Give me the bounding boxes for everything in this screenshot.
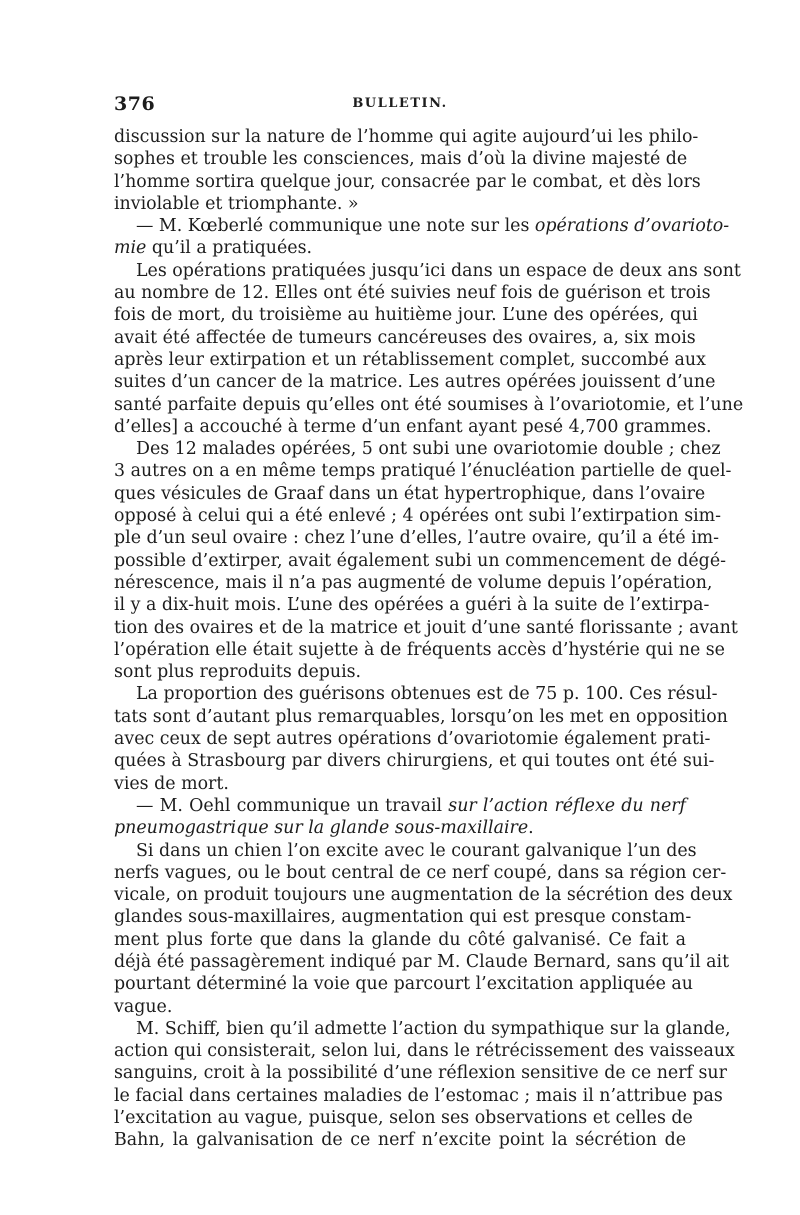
- text-run: possible d’extirper, avait également subi un commencement de dégé-: [114, 550, 726, 571]
- text-run: ple d’un seul ovaire : chez l’une d’elles, l’autre ovaire, qu’il a été im-: [114, 528, 720, 549]
- text-line: [114, 460, 732, 482]
- text-line: [114, 1107, 693, 1129]
- text-run: au nombre de 12. Elles ont été suivies neuf fois de guérison et trois: [114, 283, 711, 304]
- text-line: [114, 706, 728, 728]
- italic-text: mie: [114, 238, 147, 259]
- text-run: l’opération elle était sujette à de fréquents accès d’hystérie qui ne se: [114, 639, 725, 660]
- text-line: [114, 215, 730, 237]
- text-run: Bahn, la galvanisation de ce nerf n’excite point la sécrétion de: [114, 1130, 686, 1151]
- text-run: nérescence, mais il n’a pas augmenté de volume depuis l’opération,: [114, 572, 713, 593]
- text-run: — M. Oehl communique un travail: [136, 795, 449, 816]
- text-line: [114, 416, 712, 438]
- text-run: sanguins, croit à la possibilité d’une réflexion sensitive de ce nerf sur: [114, 1063, 727, 1084]
- text-line: [114, 483, 706, 505]
- text-run: après leur extirpation et un rétablissement complet, succombé aux: [114, 349, 706, 370]
- text-line: [114, 683, 718, 705]
- italic-text: sur l’action réflexe du nerf: [448, 795, 686, 816]
- text-run: le facial dans certaines maladies de l’estomac ; mais il n’attribue pas: [114, 1085, 723, 1106]
- text-run: Des 12 malades opérées, 5 ont subi une ovariotomie double ; chez: [136, 439, 721, 460]
- text-line: [114, 996, 686, 1018]
- italic-text: pneumogastrique sur la glande sous-maxillaire: [114, 818, 529, 839]
- text-run: tion des ovaires et de la matrice et jouit d’une santé florissante ; avant: [114, 617, 738, 638]
- text-line: [114, 862, 727, 884]
- text-run: d’elles] a accouché à terme d’un enfant ayant pesé 4,700 grammes.: [114, 416, 712, 437]
- text-line: [114, 327, 696, 349]
- body-text: [114, 126, 744, 1152]
- text-line: [114, 661, 686, 683]
- text-line: [114, 148, 686, 170]
- text-line: [114, 840, 697, 862]
- text-run: glandes sous-maxillaires, augmentation qui est presque constam-: [114, 907, 692, 928]
- text-line: [114, 817, 686, 839]
- text-line: [114, 282, 711, 304]
- text-line: [114, 171, 701, 193]
- text-line: [114, 906, 692, 928]
- text-line: [114, 884, 733, 906]
- text-line: [114, 1085, 723, 1107]
- text-run: discussion sur la nature de l’homme qui agite aujourd’ui les philo-: [114, 127, 699, 147]
- text-line: [114, 594, 710, 616]
- text-line: [114, 572, 713, 594]
- text-run: vies de mort.: [114, 773, 229, 794]
- text-run: Les opérations pratiquées jusqu’ici dans un espace de deux ans sont: [136, 260, 741, 281]
- text-line: [114, 349, 706, 371]
- text-run: nerfs vagues, ou le bout central de ce nerf coupé, dans sa région cer-: [114, 862, 727, 883]
- text-run: pourtant déterminé la voie que parcourt l’excitation appliquée au: [114, 974, 693, 995]
- text-run: santé parfaite depuis qu’elles ont été soumises à l’ovariotomie, et l’une: [114, 394, 744, 415]
- text-run: l’excitation au vague, puisque, selon ses observations et celles de: [114, 1108, 693, 1129]
- text-line: [114, 639, 725, 661]
- text-run: il y a dix-huit mois. L’une des opérées a guéri à la suite de l’extirpa-: [114, 595, 710, 616]
- text-line: [114, 371, 716, 393]
- text-line: [114, 505, 722, 527]
- text-line: [114, 1062, 727, 1084]
- text-run: tats sont d’autant plus remarquables, lorsqu’on les met en opposition: [114, 706, 728, 727]
- text-run: .: [528, 818, 534, 839]
- text-line: [114, 1040, 735, 1062]
- text-run: déjà été passagèrement indiqué par M. Claude Bernard, sans qu’il ait: [114, 951, 730, 972]
- text-run: sophes et trouble les consciences, mais d’où la divine majesté de: [114, 149, 688, 170]
- text-run: opposé à celui qui a été enlevé ; 4 opérées ont subi l’extirpation sim-: [114, 506, 722, 527]
- page-number: 376: [114, 93, 156, 115]
- text-run: La proportion des guérisons obtenues est de 75 p. 100. Ces résul-: [136, 684, 718, 705]
- text-run: avait été affectée de tumeurs cancéreuses des ovaires, a, six mois: [114, 327, 696, 348]
- text-line: [114, 773, 686, 795]
- text-line: [114, 237, 686, 259]
- text-line: [114, 951, 730, 973]
- text-line: [114, 728, 711, 750]
- italic-text: opérations d’ovarioto-: [534, 216, 730, 237]
- text-run: inviolable et triomphante. »: [114, 193, 359, 214]
- text-line: [114, 973, 693, 995]
- text-run: ques vésicules de Graaf dans un état hypertrophique, dans l’ovaire: [114, 483, 706, 504]
- text-run: l’homme sortira quelque jour, consacrée par le combat, et dès lors: [114, 171, 701, 192]
- text-run: ment plus forte que dans la glande du côté galvanisé. Ce fait a: [114, 929, 686, 950]
- text-line: [114, 304, 698, 326]
- text-run: vague.: [114, 996, 173, 1017]
- text-run: 3 autres on a en même temps pratiqué l’énucléation partielle de quel-: [114, 461, 732, 482]
- text-run: — M. Kœberlé communique une note sur les: [136, 216, 535, 237]
- text-line: [114, 929, 686, 951]
- text-run: fois de mort, du troisième au huitième jour. L’une des opérées, qui: [114, 305, 698, 326]
- text-run: suites d’un cancer de la matrice. Les autres opérées jouissent d’une: [114, 372, 716, 393]
- text-run: quées à Strasbourg par divers chirurgiens, et qui toutes ont été sui-: [114, 751, 715, 772]
- text-run: M. Schiff, bien qu’il admette l’action du sympathique sur la glande,: [136, 1018, 731, 1039]
- text-run: action qui consisterait, selon lui, dans le rétrécissement des vaisseaux: [114, 1041, 735, 1062]
- text-line: [114, 126, 699, 148]
- text-line: [114, 1018, 731, 1040]
- text-run: qu’il a pratiquées.: [146, 238, 313, 259]
- text-line: [114, 394, 744, 416]
- text-run: vicale, on produit toujours une augmentation de la sécrétion des deux: [114, 885, 733, 906]
- text-line: [114, 527, 720, 549]
- text-line: [114, 1129, 686, 1151]
- text-line: [114, 617, 738, 639]
- running-head: BULLETIN.: [352, 96, 448, 111]
- text-run: avec ceux de sept autres opérations d’ovariotomie également prati-: [114, 729, 711, 750]
- text-line: [114, 438, 721, 460]
- text-line: [114, 260, 741, 282]
- text-line: [114, 193, 686, 215]
- text-run: Si dans un chien l’on excite avec le courant galvanique l’un des: [136, 840, 697, 861]
- text-line: [114, 795, 686, 817]
- text-line: [114, 750, 715, 772]
- text-run: sont plus reproduits depuis.: [114, 662, 362, 683]
- page-header: [114, 93, 686, 119]
- text-line: [114, 550, 726, 572]
